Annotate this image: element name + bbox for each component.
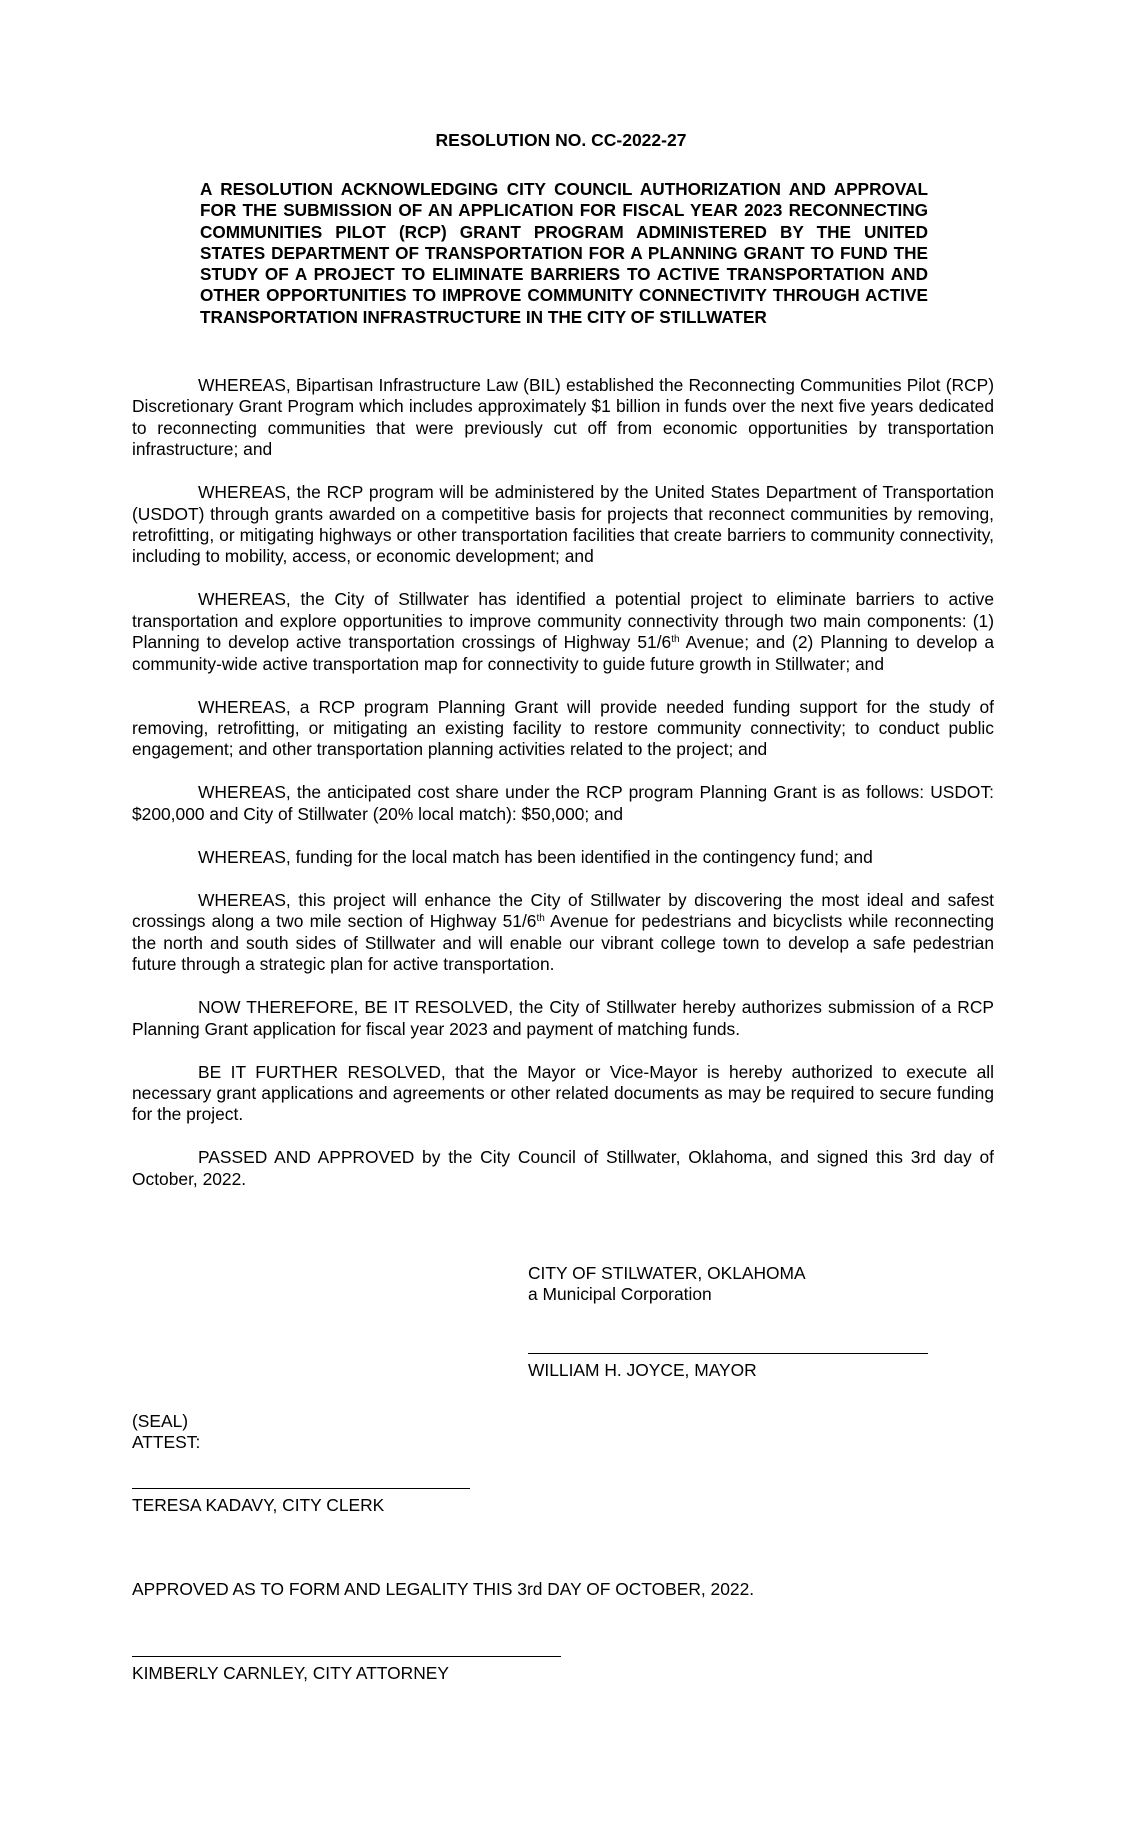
resolution-body [132,375,994,1190]
resolution-caption: A RESOLUTION ACKNOWLEDGING CITY COUNCIL AUTHORIZATION AND APPROVAL FOR THE SUBMISSION OF AN APPLICATION FOR FISCAL YEAR 2023 RECONNECTING COMMUNITIES PILOT (RCP) GRANT PROGRAM ADMINISTERED BY THE UNITED STATES DEPARTMENT OF TRANSPORTATION FOR A PLANNING GRANT TO FUND THE STUDY OF A PROJECT TO ELIMINATE BARRIERS TO ACTIVE TRANSPORTATION AND OTHER OPPORTUNITIES TO IMPROVE COMMUNITY CONNECTIVITY THROUGH ACTIVE TRANSPORTATION INFRASTRUCTURE IN THE CITY OF STILLWATER [200,179,928,327]
clerk-name: TERESA KADAVY, CITY CLERK [132,1495,385,1515]
approval-statement: APPROVED AS TO FORM AND LEGALITY THIS 3rd DAY OF OCTOBER, 2022. [132,1579,755,1599]
paragraph-7-text-b: Avenue for pedestrians and bicyclists while reconnecting the north and south sides of Stillwater and will enable our vibrant college town to develop a safe pedestrian future through a strategic plan for active transportation. [132,911,995,975]
corporation-label: a Municipal Corporation [528,1284,712,1305]
resolution-title: RESOLUTION NO. CC-2022-27 [435,130,687,150]
city-name: CITY OF STILWATER, OKLAHOMA [528,1263,806,1283]
clerk-signature-block [132,1488,470,1516]
whereas-paragraph-1: WHEREAS, Bipartisan Infrastructure Law (BIL) established the Reconnecting Communities Pilot (RCP) Discretionary Grant Program which includes approximately $1 billion in funds over the next five years dedicated to reconnecting communities that were previously cut off from economic opportunities by transportation infrastructure; and [132,375,994,460]
whereas-paragraph-2: WHEREAS, the RCP program will be administered by the United States Department of Transportation (USDOT) through grants awarded on a competitive basis for projects that reconnect communities by removing, retrofitting, or mitigating highways or other transportation facilities that create barriers to community connectivity, including to mobility, access, or economic development; and [132,482,994,567]
whereas-paragraph-3 [132,589,994,675]
whereas-paragraph-6: WHEREAS, funding for the local match has been identified in the contingency fund; and [198,846,873,867]
attorney-signature-line [132,1656,561,1657]
attest-label: ATTEST: [132,1432,201,1453]
whereas-paragraph-4: WHEREAS, a RCP program Planning Grant will provide needed funding support for the study of removing, retrofitting, or mitigating an existing facility to restore community connectivity; to conduct public engagement; and other transportation planning activities related to the project; and [132,696,994,760]
ordinal-suffix: th [536,913,545,925]
further-resolved-paragraph: BE IT FURTHER RESOLVED, that the Mayor or Vice-Mayor is hereby authorized to execute all necessary grant applications and agreements or other related documents as may be required to secure funding for the project. [132,1061,994,1125]
whereas-paragraph-5: WHEREAS, the anticipated cost share under the RCP program Planning Grant is as follows: USDOT: $200,000 and City of Stillwater (20% local match): $50,000; and [132,782,994,824]
ordinal-suffix: th [671,634,680,646]
mayor-signature-line [528,1353,928,1354]
mayor-signature-block [528,1353,928,1381]
passed-approved-paragraph: PASSED AND APPROVED by the City Council of Stillwater, Oklahoma, and signed this 3rd day of October, 2022. [132,1147,994,1189]
seal-attest-block [132,1411,200,1454]
paragraph-7-text-a: WHEREAS, this project will enhance the City of Stillwater by discovering the most ideal and safest crossings along a two mile section of Highway 51/6 [132,889,994,932]
clerk-signature-line [132,1488,470,1489]
attorney-name: KIMBERLY CARNLEY, CITY ATTORNEY [132,1663,449,1683]
paragraph-3-text-a: WHEREAS, the City of Stillwater has identified a potential project to eliminate barriers to active transportation and explore opportunities to improve community connectivity through two main components: (1) Planning to develop active transportation crossings of Highway 51/6 [132,589,994,653]
attorney-signature-block [132,1656,561,1684]
mayor-name: WILLIAM H. JOYCE, MAYOR [528,1360,757,1380]
city-signature-block [528,1263,806,1306]
seal-label: (SEAL) [132,1411,189,1431]
whereas-paragraph-7 [132,890,994,976]
resolved-paragraph: NOW THEREFORE, BE IT RESOLVED, the City of Stillwater hereby authorizes submission of a RCP Planning Grant application for fiscal year 2023 and payment of matching funds. [132,997,994,1039]
paragraph-3-text-b: Avenue; and (2) Planning to develop a community-wide active transportation map for connectivity to guide future growth in Stillwater; and [132,632,994,674]
